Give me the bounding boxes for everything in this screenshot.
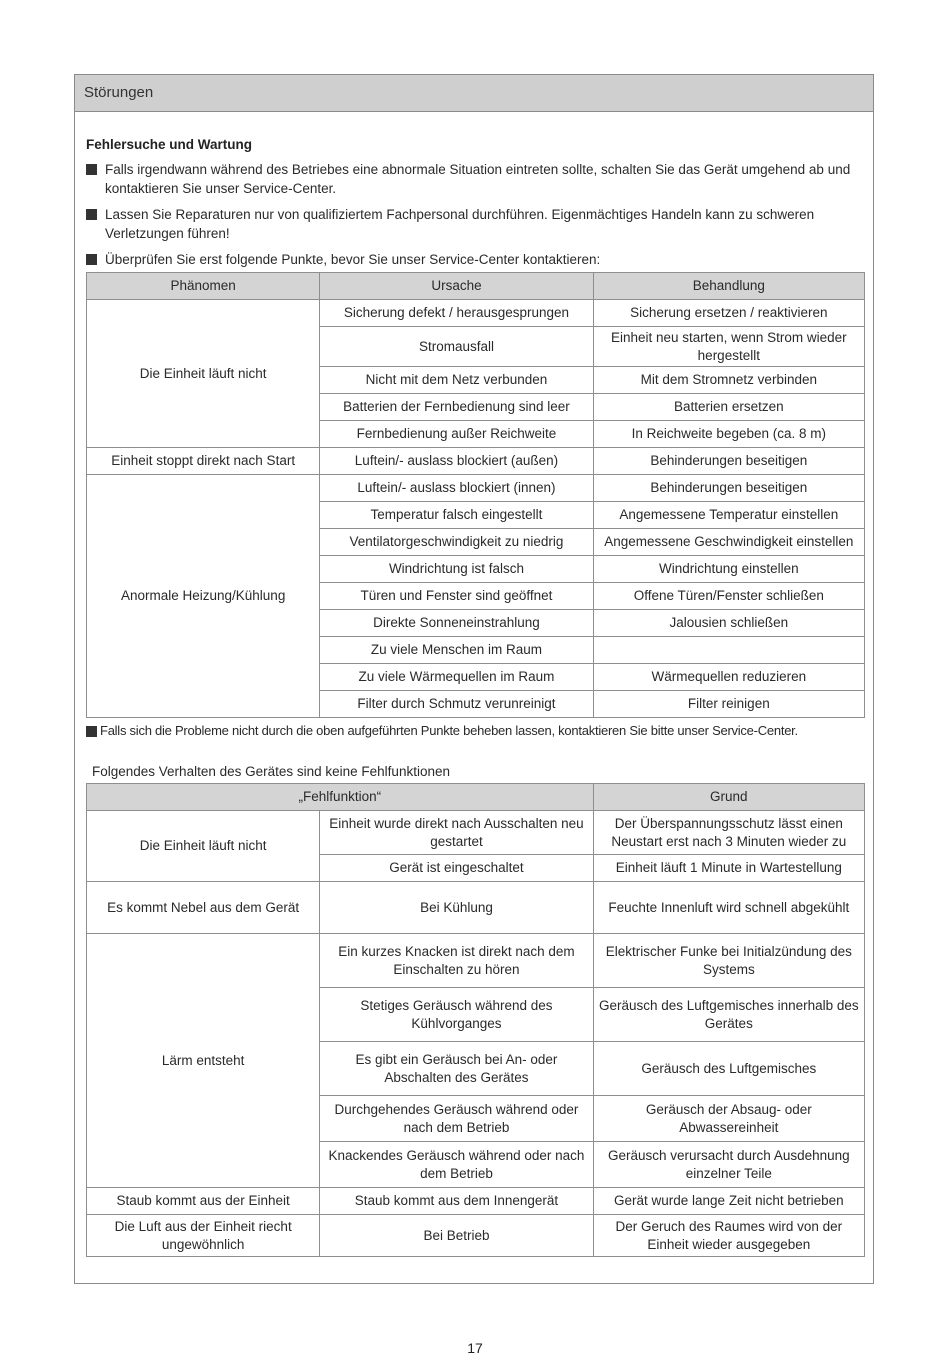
cause-cell: Türen und Fenster sind geöffnet <box>320 583 593 610</box>
treatment-cell: Offene Türen/Fenster schließen <box>593 583 864 610</box>
section-title: Störungen <box>75 75 873 112</box>
cause-cell: Filter durch Schmutz verunreinigt <box>320 691 593 718</box>
treatment-cell: Filter reinigen <box>593 691 864 718</box>
square-bullet-icon <box>86 254 97 265</box>
table-row <box>87 882 865 934</box>
treatment-cell: Geräusch der Absaug- oder Abwassereinheit <box>593 1096 864 1142</box>
treatment-cell: Windrichtung einstellen <box>593 556 864 583</box>
table-row <box>87 475 865 502</box>
bullet-text: Lassen Sie Reparaturen nur von qualifiziertem Fachpersonal durchführen. Eigenmächtiges Handeln kann zu schweren Verletzungen führen! <box>105 207 815 241</box>
table-row <box>87 1188 865 1215</box>
bullet-text: Falls irgendwann während des Betriebes eine abnormale Situation eintreten sollte, schalten Sie das Gerät umgehend ab und kontaktieren Sie unser Service-Center. <box>105 162 851 196</box>
troubleshooting-table <box>86 272 865 718</box>
bullet-item <box>86 250 864 269</box>
cause-cell: Staub kommt aus dem Innengerät <box>320 1188 593 1215</box>
cause-cell: Bei Betrieb <box>320 1215 593 1257</box>
group-label-cell: Staub kommt aus der Einheit <box>87 1188 320 1215</box>
treatment-cell: Mit dem Stromnetz verbinden <box>593 367 864 394</box>
treatment-cell: Einheit läuft 1 Minute in Wartestellung <box>593 855 864 882</box>
column-header-reason: Grund <box>593 784 864 811</box>
cause-cell: Batterien der Fernbedienung sind leer <box>320 394 593 421</box>
treatment-cell: Elektrischer Funke bei Initialzündung des Systems <box>593 934 864 988</box>
cause-cell: Durchgehendes Geräusch während oder nach dem Betrieb <box>320 1096 593 1142</box>
non-malfunction-table <box>86 783 865 1257</box>
treatment-cell: Behinderungen beseitigen <box>593 475 864 502</box>
table-row <box>87 1215 865 1257</box>
cause-cell: Ein kurzes Knacken ist direkt nach dem Einschalten zu hören <box>320 934 593 988</box>
treatment-cell: Angemessene Temperatur einstellen <box>593 502 864 529</box>
treatment-cell <box>593 637 864 664</box>
table-row <box>87 811 865 855</box>
cause-cell: Sicherung defekt / herausgesprungen <box>320 300 593 327</box>
treatment-cell: Behinderungen beseitigen <box>593 448 864 475</box>
content <box>86 137 864 1257</box>
cause-cell: Stromausfall <box>320 327 593 367</box>
page-number: 17 <box>467 1340 483 1356</box>
cause-cell: Zu viele Menschen im Raum <box>320 637 593 664</box>
column-header-treatment: Behandlung <box>593 273 864 300</box>
treatment-cell: Angemessene Geschwindigkeit einstellen <box>593 529 864 556</box>
treatment-cell: Wärmequellen reduzieren <box>593 664 864 691</box>
treatment-cell: Sicherung ersetzen / reaktivieren <box>593 300 864 327</box>
treatment-cell: Geräusch verursacht durch Ausdehnung einzelner Teile <box>593 1142 864 1188</box>
bullet-item <box>86 160 864 198</box>
treatment-cell: Jalousien schließen <box>593 610 864 637</box>
table-row <box>87 448 865 475</box>
treatment-cell: In Reichweite begeben (ca. 8 m) <box>593 421 864 448</box>
treatment-cell: Einheit neu starten, wenn Strom wieder hergestellt <box>593 327 864 367</box>
cause-cell: Nicht mit dem Netz verbunden <box>320 367 593 394</box>
cause-cell: Luftein/- auslass blockiert (innen) <box>320 475 593 502</box>
cause-cell: Direkte Sonneneinstrahlung <box>320 610 593 637</box>
cause-cell: Luftein/- auslass blockiert (außen) <box>320 448 593 475</box>
group-label-cell: Die Einheit läuft nicht <box>87 300 320 448</box>
column-header-phenomenon: Phänomen <box>87 273 320 300</box>
square-bullet-icon <box>86 209 97 220</box>
treatment-cell: Feuchte Innenluft wird schnell abgekühlt <box>593 882 864 934</box>
group-label-cell: Die Einheit läuft nicht <box>87 811 320 882</box>
treatment-cell: Batterien ersetzen <box>593 394 864 421</box>
group-label-cell: Es kommt Nebel aus dem Gerät <box>87 882 320 934</box>
service-center-note <box>86 723 864 738</box>
cause-cell: Knackendes Geräusch während oder nach dem Betrieb <box>320 1142 593 1188</box>
cause-cell: Bei Kühlung <box>320 882 593 934</box>
treatment-cell: Geräusch des Luftgemisches innerhalb des Gerätes <box>593 988 864 1042</box>
column-header-cause: Ursache <box>320 273 593 300</box>
cause-cell: Zu viele Wärmequellen im Raum <box>320 664 593 691</box>
subheading: Folgendes Verhalten des Gerätes sind keine Fehlfunktionen <box>92 764 450 779</box>
cause-cell: Ventilatorgeschwindigkeit zu niedrig <box>320 529 593 556</box>
cause-cell: Gerät ist eingeschaltet <box>320 855 593 882</box>
cause-cell: Windrichtung ist falsch <box>320 556 593 583</box>
group-label-cell: Anormale Heizung/Kühlung <box>87 475 320 718</box>
cause-cell: Stetiges Geräusch während des Kühlvorganges <box>320 988 593 1042</box>
group-label-cell: Einheit stoppt direkt nach Start <box>87 448 320 475</box>
table-row <box>87 934 865 988</box>
table-row <box>87 300 865 327</box>
cause-cell: Temperatur falsch eingestellt <box>320 502 593 529</box>
square-bullet-icon <box>86 164 97 175</box>
treatment-cell: Der Geruch des Raumes wird von der Einheit wieder ausgegeben <box>593 1215 864 1257</box>
cause-cell: Es gibt ein Geräusch bei An- oder Abschalten des Gerätes <box>320 1042 593 1096</box>
heading: Fehlersuche und Wartung <box>86 137 253 152</box>
group-label-cell: Lärm entsteht <box>87 934 320 1188</box>
column-header-malfunction: „Fehlfunktion“ <box>87 784 594 811</box>
treatment-cell: Der Überspannungsschutz lässt einen Neustart erst nach 3 Minuten wieder zu <box>593 811 864 855</box>
bullet-item <box>86 205 864 243</box>
cause-cell: Einheit wurde direkt nach Ausschalten neu gestartet <box>320 811 593 855</box>
cause-cell: Fernbedienung außer Reichweite <box>320 421 593 448</box>
square-bullet-icon <box>86 726 97 737</box>
treatment-cell: Geräusch des Luftgemisches <box>593 1042 864 1096</box>
note-text: Falls sich die Probleme nicht durch die oben aufgeführten Punkte beheben lassen, kontaktieren Sie bitte unser Service-Center. <box>100 723 798 738</box>
table-header-row <box>87 273 865 300</box>
treatment-cell: Gerät wurde lange Zeit nicht betrieben <box>593 1188 864 1215</box>
table-header-row <box>87 784 865 811</box>
bullet-text: Überprüfen Sie erst folgende Punkte, bevor Sie unser Service-Center kontaktieren: <box>105 252 601 267</box>
page-frame <box>74 74 874 1284</box>
group-label-cell: Die Luft aus der Einheit riecht ungewöhnlich <box>87 1215 320 1257</box>
